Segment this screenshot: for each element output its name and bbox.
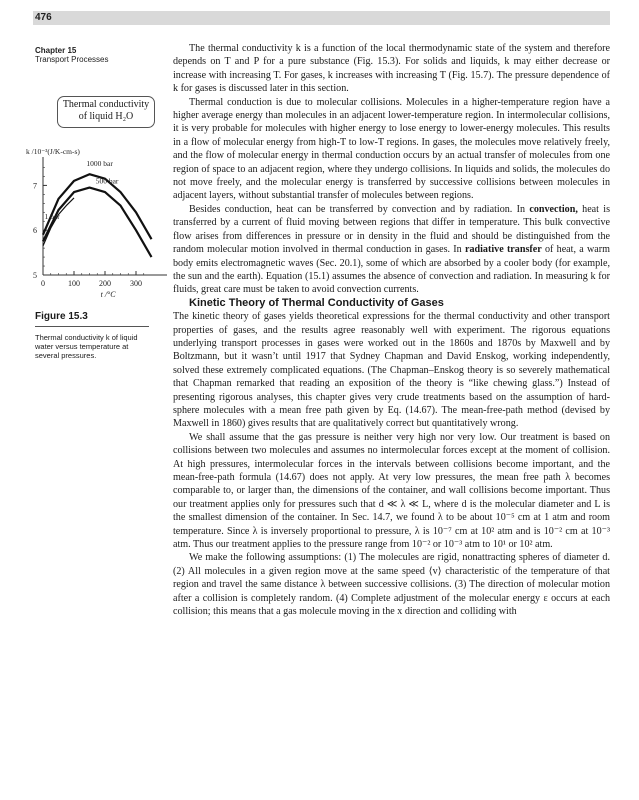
figure-caption-rule <box>35 326 149 327</box>
page-number-bar <box>33 11 610 25</box>
figure-title-line2: of liquid H₂O <box>78 111 134 122</box>
page-number: 476 <box>35 12 52 23</box>
x-tick-label: 200 <box>99 279 111 288</box>
chapter-number: Chapter 15 <box>35 46 77 55</box>
y-tick-label: 6 <box>33 226 37 236</box>
figure-label: Figure 15.3 <box>35 311 88 322</box>
paragraph-4: The kinetic theory of gases yields theoretical expressions for the thermal conductivity and other transport properties of gases, and the results agree reasonably well with experiment. The rigorous equations underlying transport processes in gases were worked out in the 1860s and 1870s by Maxwell and by Boltzmann, but it wasn’t until 1917 that Sydney Chapman and David Enskog, working independently, solved these extremely complicated equations. (The Chapman–Enskog theory is so severely mathematical that Chapman remarked that reading an exposition of the theory is “like chewing glass.”) Instead of presenting rigorous analyses, this chapter gives very crude treatments based on the assumption of hard-sphere molecules with a mean free path given by Eq. (14.67). The mean-free-path method (devised by Maxwell in 1860) gives results that are qualitatively correct but quantitatively wrong. <box>173 311 610 430</box>
x-tick-label: 0 <box>41 279 45 288</box>
term-radiative-transfer: radiative transfer <box>464 244 542 256</box>
y-tick-label: 7 <box>33 181 37 191</box>
x-tick-label: 100 <box>68 279 80 288</box>
paragraph-3 <box>173 203 610 297</box>
y-axis-label: k /10⁻³(J/K-cm-s) <box>26 147 80 156</box>
term-convection: convection, <box>529 203 578 215</box>
series-label: 500 bar <box>95 176 119 186</box>
figure-title-box <box>57 96 155 128</box>
figure-caption: Thermal conductivity k of liquid water versus temperature at several pressures. <box>35 333 138 360</box>
paragraph-3-part-b: heat is transferred by a current of fluid moving between regions that differ in temperature. This bulk convective flow arises from differences in pressure or in density in the fluid and should be distinguished from the random molecular motion involved in thermal conduction in gases. In <box>173 203 610 256</box>
running-head <box>35 46 109 64</box>
thermal-conductivity-chart <box>24 145 174 305</box>
paragraph-3-part-c: of heat, a warm body emits electromagnetic waves (Sec. 20.1), some of which are absorbed by a cooler body (for example, the sun and the earth). Equation (15.1) assumes the absence of convection and radiation. In measuring k for fluids, great care must be taken to avoid convection currents. <box>173 244 610 296</box>
x-tick-label: 300 <box>130 279 142 288</box>
paragraph-2: Thermal conduction is due to molecular collisions. Molecules in a higher-temperature region have a higher average energy than molecules in an adjacent lower-temperature region. In intermolecular collisions, it is very probable for molecules with higher energy to lose energy to lower-energy molecules. This results in a flow of molecular energy from high-T to low-T regions. In gases, the molecules move relatively freely, and the flow of molecular energy in thermal conduction occurs by an actual transfer of molecules from one region of space to an adjacent region, where they undergo collisions. In liquids and solids, the molecules do not move freely, and the molecular energy is transferred by successive collisions between molecules in adjacent layers, without substantial transfer of molecules between regions. <box>173 96 610 202</box>
paragraph-3-part-a: Besides conduction, heat can be transferred by convection and by radiation. In <box>189 203 530 215</box>
chapter-title: Transport Processes <box>35 55 109 64</box>
paragraph-6: We make the following assumptions: (1) The molecules are rigid, nonattracting spheres of diameter d. (2) All molecules in a given region move at the same speed ⟨v⟩ characteristic of the temperature of that region and travel the same distance λ between successive collisions. (3) The direction of molecular motion after a collision is completely random. (4) Complete adjustment of the molecular energy ε occurs at each collision; this means that a gas molecule moving in the x direction and colliding with <box>173 552 610 618</box>
section-heading: Kinetic Theory of Thermal Conductivity of Gases <box>189 296 444 309</box>
figure-title-line1: Thermal conductivity <box>62 99 150 110</box>
body-column <box>173 42 610 618</box>
y-tick-label: 5 <box>33 271 37 280</box>
series-label: 1 bar <box>44 212 60 221</box>
x-axis-label: t /°C <box>100 290 116 299</box>
series-label: 1000 bar <box>86 159 113 169</box>
paragraph-5: We shall assume that the gas pressure is neither very high nor very low. Our treatment is based on collisions between two molecules and assumes no intermolecular forces except at the moment of collision. At high pressures, intermolecular forces in the intervals between collisions become important, and the mean-free-path formula (14.67) does not apply. At very low pressures, the mean free path λ becomes comparable to, or larger than, the dimensions of the container, and wall collisions become important. Thus our treatment applies only for pressures such that d ≪ λ ≪ L, where d is the molecular diameter and L is the smallest dimension of the container. In Sec. 14.7, we found λ to be about 10⁻⁵ cm at 1 atm and room temperature. Since λ is inversely proportional to pressure, λ is 10⁻⁷ cm at 10² atm and is 10⁻² cm at 10⁻³ atm. Thus our treatment applies to the pressure range from 10⁻² or 10⁻³ atm to 10¹ or 10² atm. <box>173 431 610 551</box>
paragraph-1: The thermal conductivity k is a function of the local thermodynamic state of the system and therefore depends on T and P for a pure substance (Fig. 15.3). For solids and liquids, k may either decrease or increase with increasing T. For gases, k increases with increasing T (Fig. 15.7). The pressure dependence of k for gases is discussed later in this section. <box>173 43 610 95</box>
